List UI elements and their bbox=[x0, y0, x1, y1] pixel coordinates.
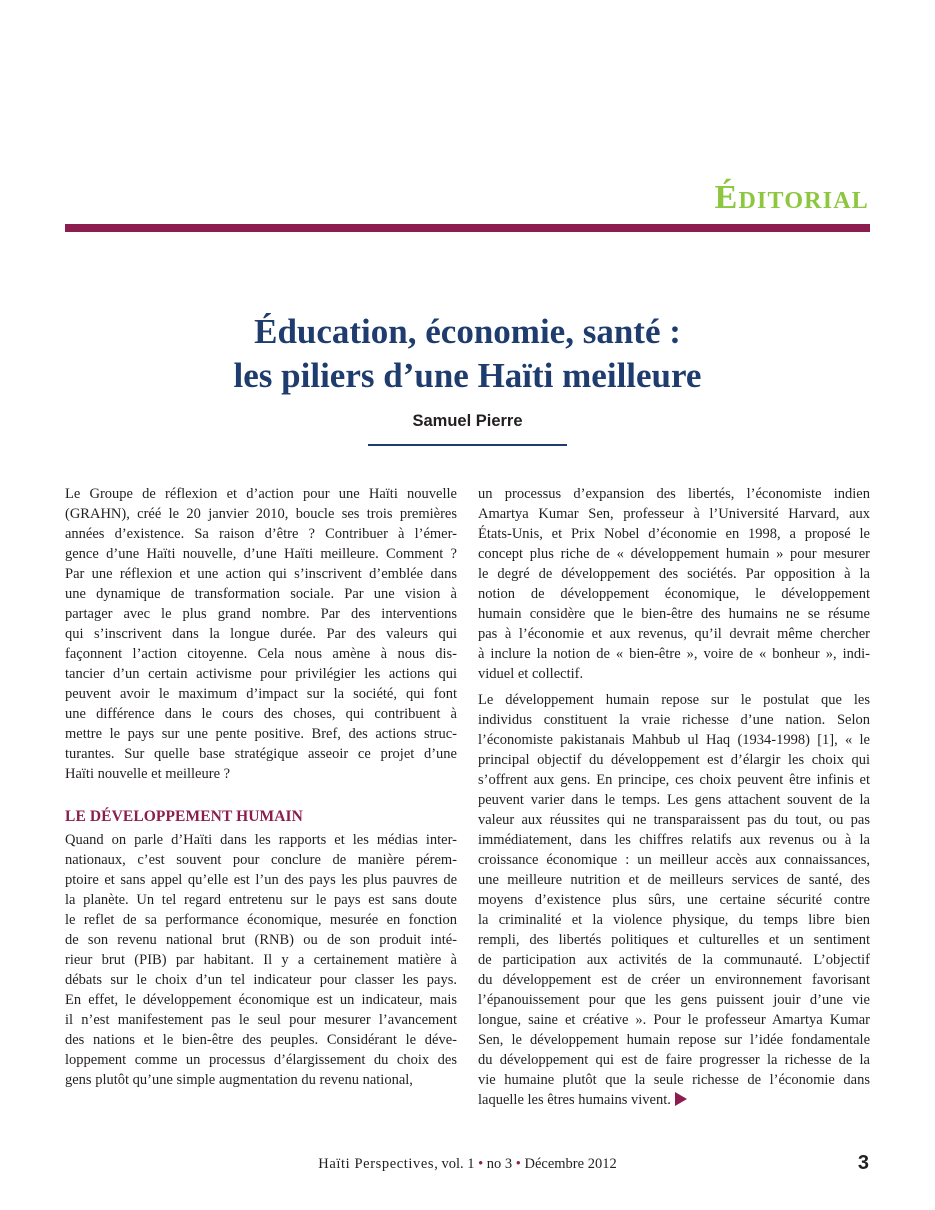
body-text-line: croissance économique : un meilleur accès aux connaissances, bbox=[478, 852, 870, 868]
body-text-line: principal objectif du développement est d’élargir les choix qui bbox=[478, 752, 870, 768]
article-title-line-1: Éducation, économie, santé : bbox=[254, 312, 681, 351]
body-text-line: États-Unis, et Prix Nobel d’économie en 1998, a proposé le bbox=[478, 526, 870, 542]
right-column bbox=[478, 484, 870, 1110]
body-text-line: le degré de développement des sociétés. Par opposition à la bbox=[478, 566, 870, 582]
body-text-line: moyens d’existence plus sûrs, une certaine sécurité contre bbox=[478, 892, 870, 908]
section-heading: LE DÉVELOPPEMENT HUMAIN bbox=[65, 808, 303, 825]
body-text-line: peuvent avoir le maximum d’impact sur la société, qui font bbox=[65, 686, 457, 702]
body-text-line: Le développement humain repose sur le postulat que les bbox=[478, 692, 870, 708]
body-text-line: concept plus riche de « développement humain » pour mesurer bbox=[478, 546, 870, 562]
issue-volume: , vol. 1 bbox=[434, 1156, 479, 1172]
body-text-line: des nations et le bien-être des peuples. Considérant le déve- bbox=[65, 1032, 457, 1048]
body-text-line: immédiatement, dans les chiffres relatifs aux revenus ou à la bbox=[478, 832, 870, 848]
body-text-line: de son revenu national brut (RNB) ou de son produit inté- bbox=[65, 932, 457, 948]
body-text-line: Quand on parle d’Haïti dans les rapports et les médias inter- bbox=[65, 832, 457, 848]
body-text-line: pas à l’économie et aux revenus, qu’il devrait même chercher bbox=[478, 626, 870, 642]
body-text-line: Haïti nouvelle et meilleure ? bbox=[65, 766, 231, 782]
body-text-line: viduel et collectif. bbox=[478, 666, 584, 682]
body-text-line: gens plutôt qu’une simple augmentation du revenu national, bbox=[65, 1072, 413, 1088]
section-rule bbox=[65, 224, 870, 232]
body-text-line: Sen, le développement humain repose sur l’idée fondamentale bbox=[478, 1032, 870, 1048]
body-text-line: tancier d’un certain activisme pour privilégier les actions qui bbox=[65, 666, 457, 682]
footer-bullet: • bbox=[515, 1156, 521, 1172]
journal-name: Haïti Perspectives bbox=[318, 1156, 435, 1172]
body-text-line: années d’existence. Sa raison d’être ? Contribuer à l’émer- bbox=[65, 526, 457, 542]
footer-citation bbox=[65, 1154, 870, 1174]
body-text-line: l’économiste pakistanais Mahbub ul Haq (1934-1998) [1], « le bbox=[478, 732, 870, 748]
page-number: 3 bbox=[857, 1152, 869, 1174]
body-text-line: loppement comme un processus d’élargissement du choix des bbox=[65, 1052, 457, 1068]
body-text-line: En effet, le développement économique est un indicateur, mais bbox=[65, 992, 457, 1008]
body-text-line: rieur brut (PIB) par habitant. Il y a certainement matière à bbox=[65, 952, 457, 968]
left-column bbox=[65, 484, 457, 1090]
body-text-line: gence d’une Haïti nouvelle, d’une Haïti meilleure. Comment ? bbox=[65, 546, 457, 562]
body-text-line: une dynamique de transformation sociale. Par une vision à bbox=[65, 586, 457, 602]
author-rule bbox=[368, 444, 567, 446]
body-text-line: humain considère que le bien-être des humains ne se résume bbox=[478, 606, 870, 622]
body-text-line: peuvent varier dans le temps. Les gens attachent souvent de la bbox=[478, 792, 870, 808]
section-label: Éditorial bbox=[714, 179, 869, 216]
body-text-line: individus constituent la vraie richesse d’une nation. Selon bbox=[478, 712, 870, 728]
body-text-line: laquelle les êtres humains vivent. bbox=[478, 1090, 870, 1110]
body-text-line: à inclure la notion de « bien-être », voire de « bonheur », indi- bbox=[478, 646, 870, 662]
body-text-line: nationaux, c’est souvent pour conclure de manière pérem- bbox=[65, 852, 457, 868]
body-text-line: vie humaine plutôt que la seule richesse de l’économie dans bbox=[478, 1072, 870, 1088]
body-text-line: partager avec le plus grand nombre. Par des interventions bbox=[65, 606, 457, 622]
body-text-line: la planète. Un tel regard entretenu sur le pays est sans doute bbox=[65, 892, 457, 908]
body-text-line: ptoire et sans appel qu’elle est l’un des pays les plus pauvres de bbox=[65, 872, 457, 888]
body-text-line: notion de développement économique, le développement bbox=[478, 586, 870, 602]
issue-date: Décembre 2012 bbox=[520, 1156, 617, 1172]
author-name: Samuel Pierre bbox=[412, 412, 523, 430]
body-text-line: du développement est de créer un environnement favorisant bbox=[478, 972, 870, 988]
issue-number: no 3 bbox=[483, 1156, 516, 1172]
body-text-line: Le Groupe de réflexion et d’action pour une Haïti nouvelle bbox=[65, 486, 457, 502]
end-of-article-icon bbox=[675, 1092, 687, 1106]
body-text-line: qui s’inscrivent dans la longue durée. Par des valeurs qui bbox=[65, 626, 457, 642]
paragraph-spacer bbox=[65, 784, 457, 807]
body-text-line: longue, saine et créative ». Pour le professeur Amartya Kumar bbox=[478, 1012, 870, 1028]
footer-bullet: • bbox=[478, 1156, 484, 1172]
body-text-line: Amartya Kumar Sen, professeur à l’Université Harvard, aux bbox=[478, 506, 870, 522]
body-text-line: le reflet de sa performance économique, mesurée en fonction bbox=[65, 912, 457, 928]
body-text-line: turantes. Sur quelle base stratégique asseoir ce projet d’une bbox=[65, 746, 457, 762]
body-text-line: mettre le pays sur une pente positive. Bref, des actions struc- bbox=[65, 726, 457, 742]
body-text-line: de participation aux activités de la communauté. L’objectif bbox=[478, 952, 870, 968]
article-title-line-2: les piliers d’une Haïti meilleure bbox=[233, 356, 702, 395]
body-text-line: un processus d’expansion des libertés, l’économiste indien bbox=[478, 486, 870, 502]
body-text-line: façonnent l’action citoyenne. Cela nous amène à nous dis- bbox=[65, 646, 457, 662]
body-text-line: il n’est manifestement pas le seul pour mesurer l’avancement bbox=[65, 1012, 457, 1028]
body-text-line: l’épanouissement pour que les gens puissent jouir d’une vie bbox=[478, 992, 870, 1008]
body-text-line: s’offrent aux gens. En principe, ces choix peuvent être infinis et bbox=[478, 772, 870, 788]
body-text-line: une meilleure nutrition et de meilleurs services de santé, des bbox=[478, 872, 870, 888]
body-text-line: débats sur le choix d’un tel indicateur pour classer les pays. bbox=[65, 972, 457, 988]
body-text-line: rempli, des libertés politiques et culturelles et un sentiment bbox=[478, 932, 870, 948]
body-text-line: valeur aux réussites qui ne transparaissent pas du tout, ou pas bbox=[478, 812, 870, 828]
body-text-line: Par une réflexion et une action qui s’inscrivent d’emblée dans bbox=[65, 566, 457, 582]
body-text-line: la criminalité et la violence physique, du temps libre bien bbox=[478, 912, 870, 928]
body-text-line: du développement qui est de faire progresser la richesse de la bbox=[478, 1052, 870, 1068]
body-text-line: une différence dans le cours des choses, qui contribuent à bbox=[65, 706, 457, 722]
body-text-line: (GRAHN), créé le 20 janvier 2010, boucle ses trois premières bbox=[65, 506, 457, 522]
